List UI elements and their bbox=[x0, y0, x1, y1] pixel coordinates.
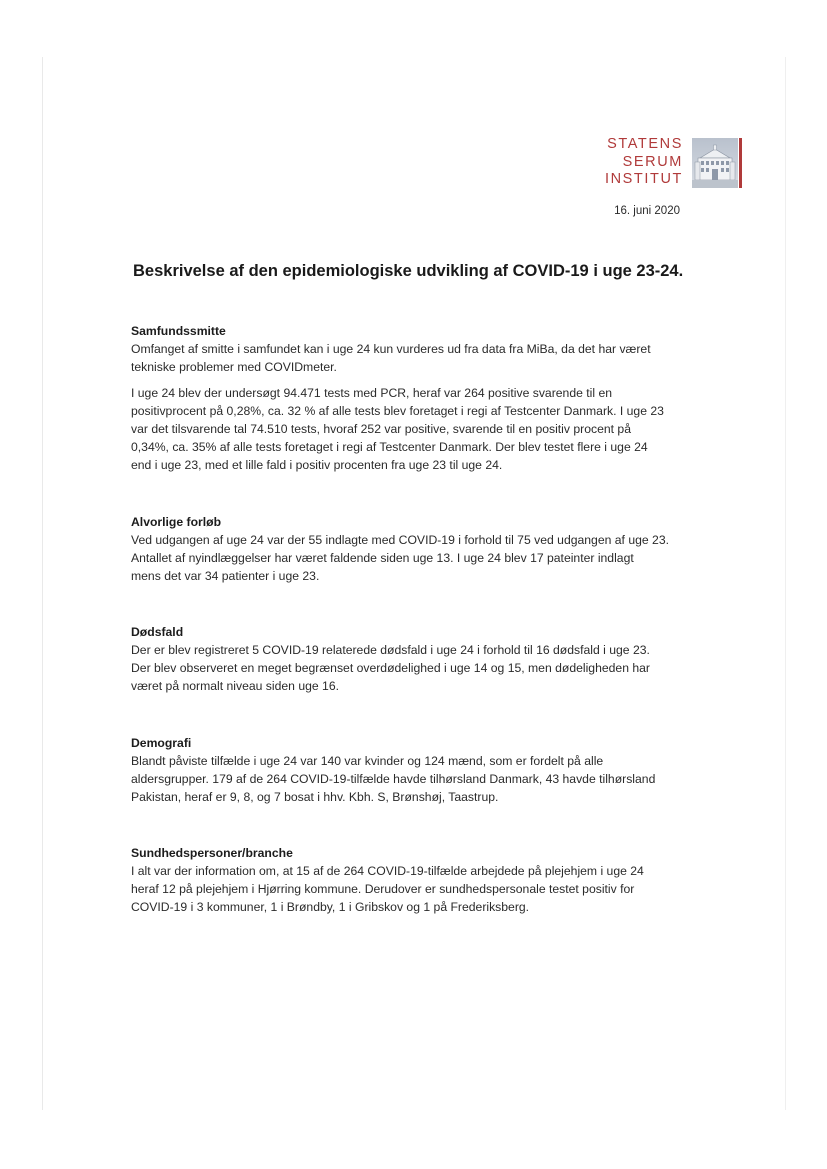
text-line: I alt var der information om, at 15 af de 264 COVID-19-tilfælde arbejdede på plejehjem i uge 24 bbox=[131, 864, 644, 878]
text-line: Pakistan, heraf er 9, 8, og 7 bosat i hhv. Kbh. S, Brønshøj, Taastrup. bbox=[131, 790, 499, 804]
text-line: Der blev observeret en meget begrænset overdødelighed i uge 14 og 15, men dødeligheden har bbox=[131, 661, 650, 675]
building-emblem-icon bbox=[692, 138, 738, 188]
document-title: Beskrivelse af den epidemiologiske udvikling af COVID-19 i uge 23-24. bbox=[133, 262, 684, 280]
section-sundhedspersoner-branche bbox=[131, 844, 691, 916]
section-alvorlige-forloeb bbox=[131, 513, 691, 585]
logo-wordmark bbox=[605, 136, 683, 189]
section-paragraph bbox=[131, 862, 691, 916]
section-samfundssmitte bbox=[131, 322, 691, 474]
section-paragraph bbox=[131, 340, 691, 376]
logo-line: SERUM bbox=[622, 153, 683, 170]
section-heading: Samfundssmitte bbox=[131, 324, 226, 338]
section-doedsfald bbox=[131, 623, 691, 695]
text-line: Der er blev registreret 5 COVID-19 relaterede dødsfald i uge 24 i forhold til 16 dødsfald i uge 23. bbox=[131, 643, 650, 657]
section-paragraph bbox=[131, 384, 691, 474]
section-heading: Demografi bbox=[131, 736, 192, 750]
text-line: Antallet af nyindlæggelser har været faldende siden uge 13. I uge 24 blev 17 pateinter indlagt bbox=[131, 551, 634, 565]
text-line: var det tilsvarende tal 74.510 tests, hvoraf 252 var positive, svarende til en positiv procent på bbox=[131, 422, 631, 436]
section-heading: Alvorlige forløb bbox=[131, 515, 222, 529]
text-line: Ved udgangen af uge 24 var der 55 indlagte med COVID-19 i forhold til 75 ved udgangen af uge 23. bbox=[131, 533, 669, 547]
text-line: Omfanget af smitte i samfundet kan i uge 24 kun vurderes ud fra data fra MiBa, da det har været bbox=[131, 342, 651, 356]
text-line: 0,34%, ca. 35% af alle tests foretaget i regi af Testcenter Danmark. Der blev testet flere i uge 24 bbox=[131, 440, 648, 454]
document-date: 16. juni 2020 bbox=[614, 205, 680, 217]
text-line: end i uge 23, med et lille fald i positiv procenten fra uge 23 til uge 24. bbox=[131, 458, 503, 472]
section-paragraph bbox=[131, 531, 691, 585]
text-line: aldersgrupper. 179 af de 264 COVID-19-tilfælde havde tilhørsland Danmark, 43 havde tilhørsland bbox=[131, 772, 656, 786]
text-line: COVID-19 i 3 kommuner, 1 i Brøndby, 1 i Gribskov og 1 på Frederiksberg. bbox=[131, 900, 530, 914]
section-paragraph bbox=[131, 641, 691, 695]
text-line: heraf 12 på plejehjem i Hjørring kommune. Derudover er sundhedspersonale testet positiv for bbox=[131, 882, 635, 896]
text-line: tekniske problemer med COVIDmeter. bbox=[131, 360, 337, 374]
logo-line: STATENS bbox=[607, 136, 683, 152]
text-line: I uge 24 blev der undersøgt 94.471 tests med PCR, heraf var 264 positive svarende til en bbox=[131, 386, 613, 400]
text-line: været på normalt niveau siden uge 16. bbox=[131, 679, 339, 693]
logo-line: INSTITUT bbox=[604, 171, 683, 187]
text-line: Blandt påviste tilfælde i uge 24 var 140 var kvinder og 124 mænd, som er fordelt på alle bbox=[131, 754, 604, 768]
section-paragraph bbox=[131, 752, 691, 806]
section-demografi bbox=[131, 734, 691, 806]
logo-accent-bar bbox=[739, 138, 742, 188]
text-line: positivprocent på 0,28%, ca. 32 % af alle tests blev foretaget i regi af Testcenter Danmark. I uge 23 bbox=[131, 404, 664, 418]
section-heading: Dødsfald bbox=[131, 625, 184, 639]
ssi-logo bbox=[600, 136, 742, 190]
section-heading: Sundhedspersoner/branche bbox=[131, 846, 293, 860]
text-line: mens det var 34 patienter i uge 23. bbox=[131, 569, 320, 583]
